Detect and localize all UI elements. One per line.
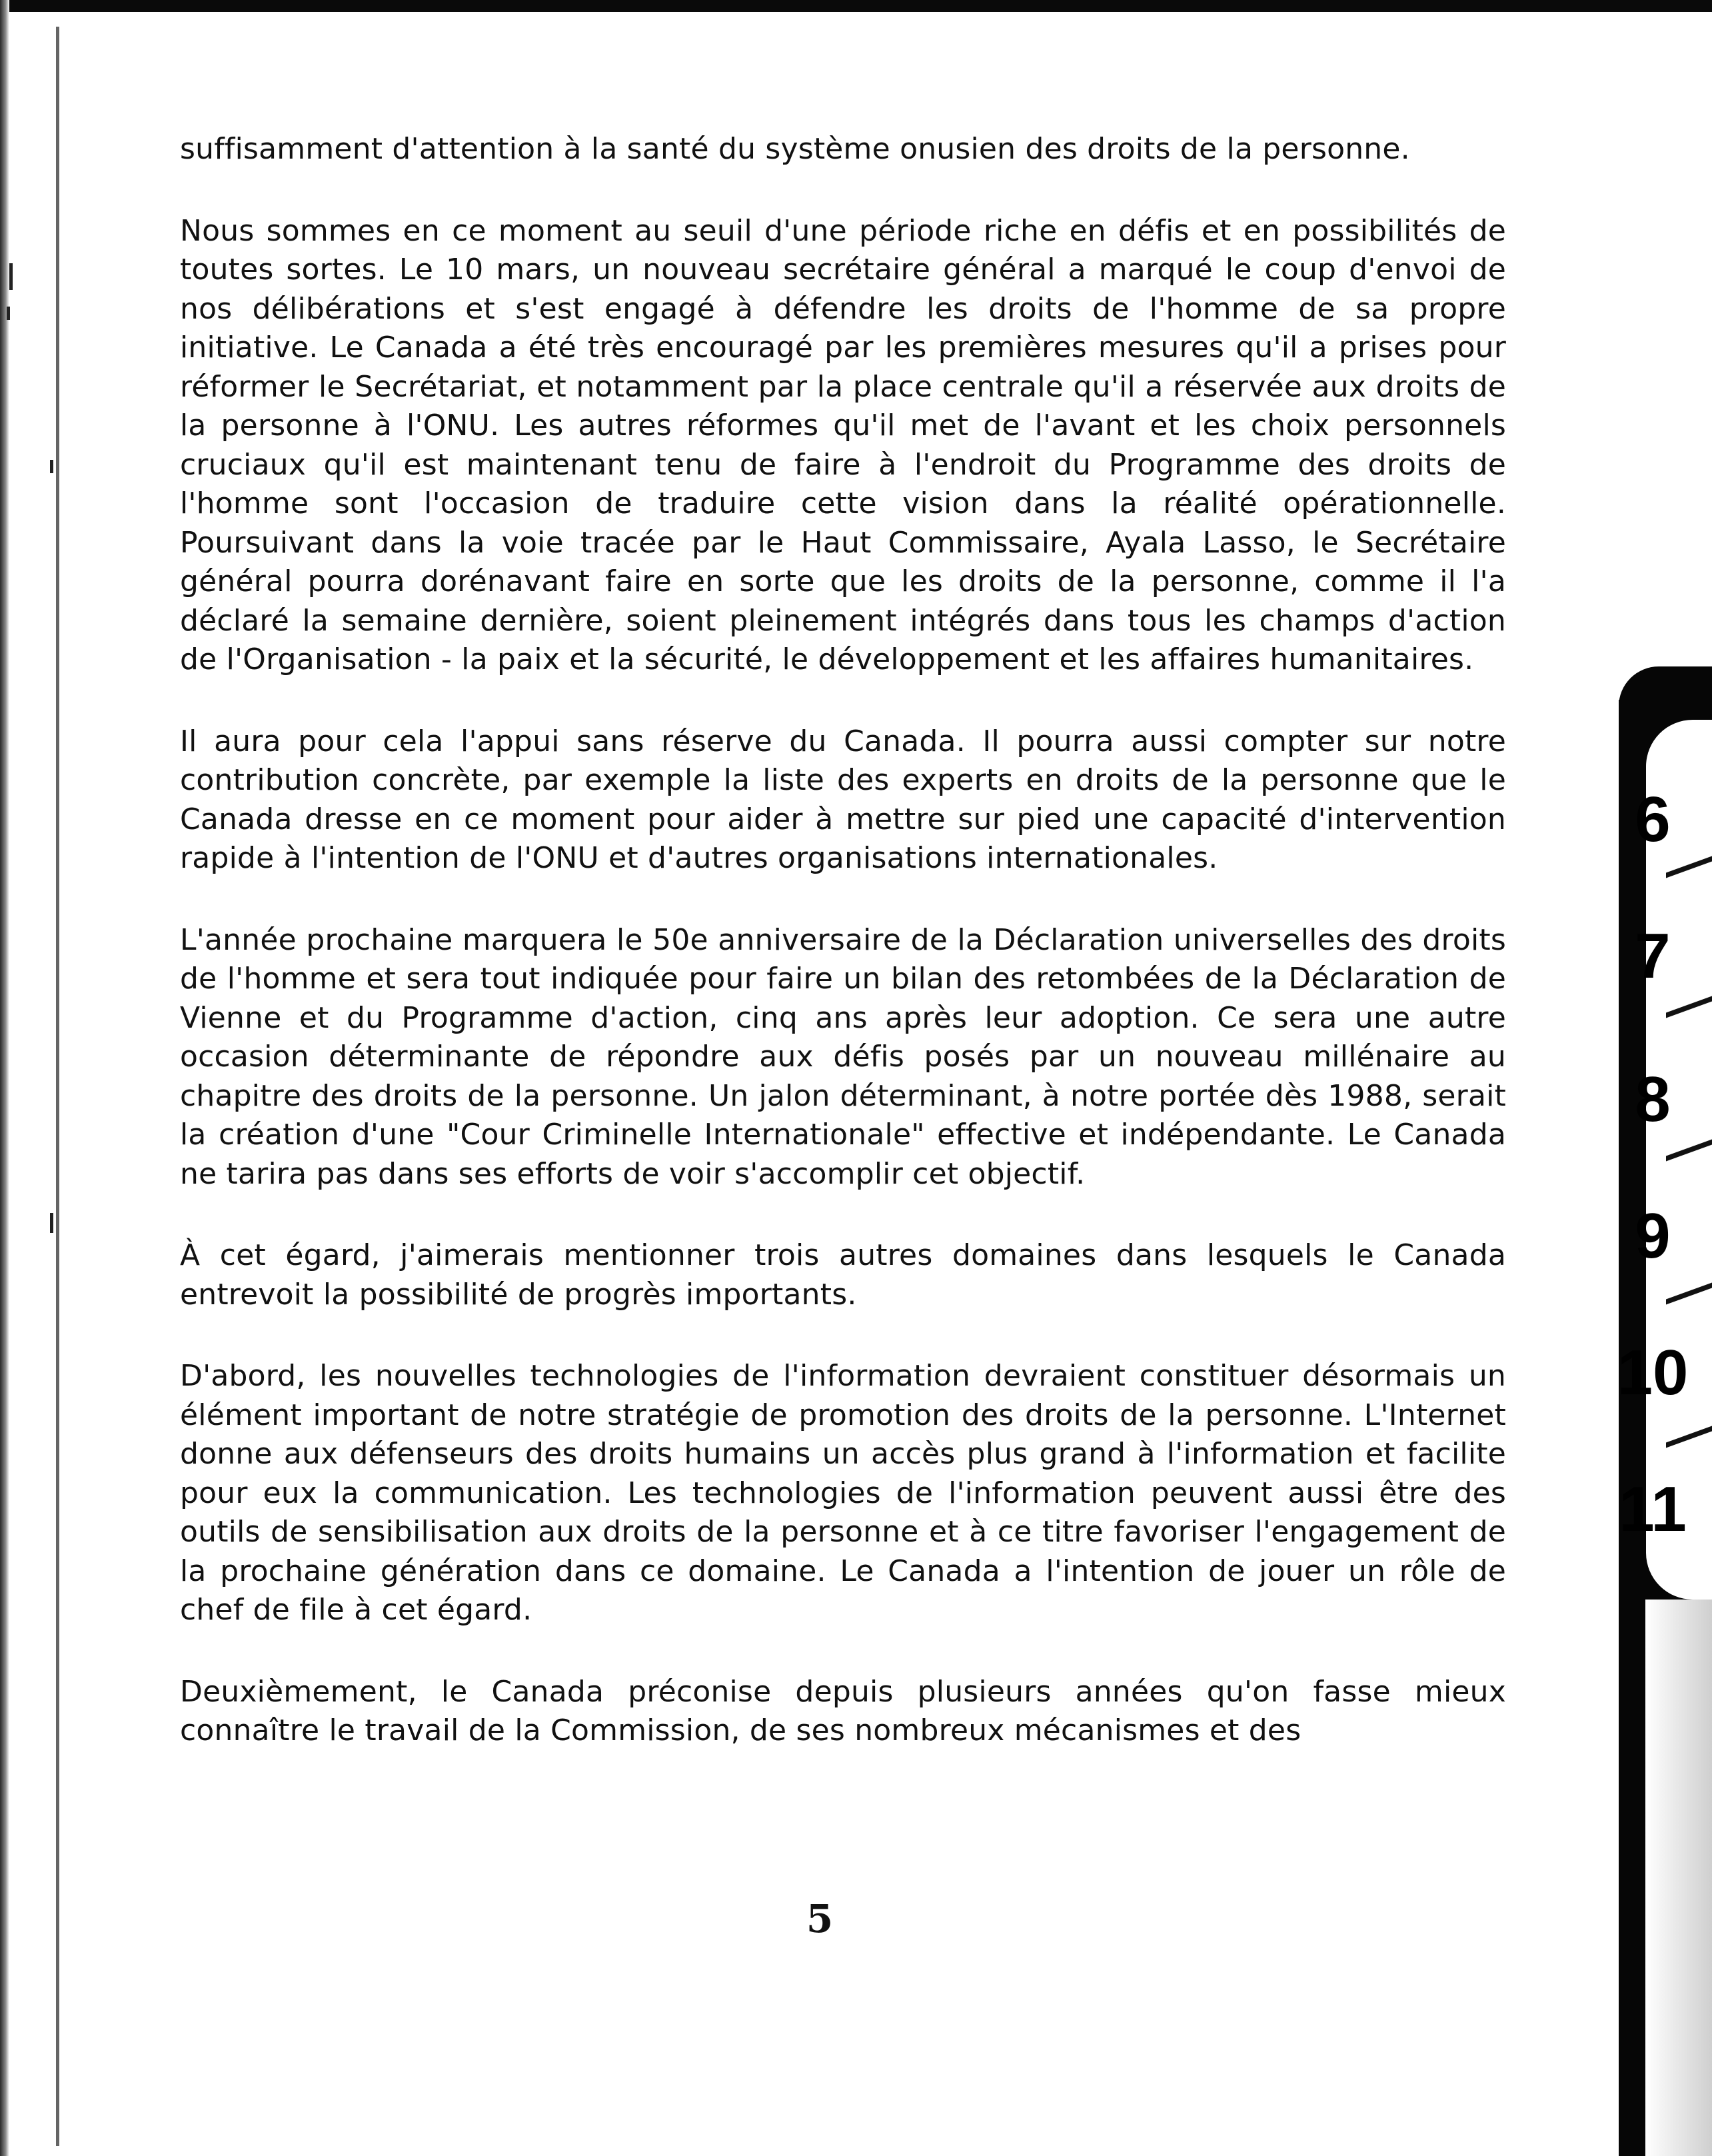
binding-mark	[50, 1213, 53, 1233]
paragraph: suffisamment d'attention à la santé du système onusien des droits de la personne.	[180, 132, 1410, 166]
paragraph: L'année prochaine marquera le 50e anniversaire de la Déclaration universelles des droits de l'homme et sera tout indiquée pour faire un bilan des retombées de la Déclaration de Vienne et du Programme d'action, cinq ans après leur adoption. Ce sera une autre occasion déterminante de répondre aux défis posés par un nouveau millénaire au chapitre des droits de la personne. Un jalon déterminant, à notre portée dès 1988, serait la création d'une "Cour Criminelle Internationale" effective et indépendante. Le Canada ne tarira pas dans ses efforts de voir s'accomplir cet objectif.	[180, 922, 1506, 1191]
paragraph: Il aura pour cela l'appui sans réserve du Canada. Il pourra aussi compter sur notre contribution concrète, par exemple la liste des experts en droits de la personne que le Canada dresse en ce moment pour aider à mettre sur pied une capacité d'intervention rapide à l'intention de l'ONU et d'autres organisations internationales.	[180, 724, 1506, 875]
binding-mark	[50, 460, 53, 473]
index-tab-10: 10	[1617, 1337, 1689, 1408]
index-tab-6: 6	[1635, 784, 1671, 855]
index-tab-11: 11	[1619, 1474, 1687, 1545]
scan-left-edge	[0, 0, 9, 2156]
binding-mark	[7, 307, 10, 320]
binding-line	[56, 27, 59, 2146]
document-body	[180, 130, 1506, 1793]
page-number: 5	[806, 1896, 834, 1941]
paragraph: Deuxièmement, le Canada préconise depuis plusieurs années qu'on fasse mieux connaître le travail de la Commission, de ses nombreux mécanismes et des	[180, 1674, 1506, 1747]
paragraph: À cet égard, j'aimerais mentionner trois autres domaines dans lesquels le Canada entrevoit la possibilité de progrès importants.	[180, 1238, 1506, 1312]
binding-mark	[9, 263, 13, 290]
paragraph: D'abord, les nouvelles technologies de l'information devraient constituer désormais un élément important de notre stratégie de promotion des droits de la personne. L'Internet donne aux défenseurs des droits humains un accès plus grand à l'information et facilite pour eux la communication. Les technologies de l'information peuvent aussi être des outils de sensibilisation aux droits de la personne et à ce titre favoriser l'engagement de la prochaine génération dans ce domaine. Le Canada a l'intention de jouer un rôle de chef de file à cet égard.	[180, 1359, 1506, 1627]
index-tab-7: 7	[1635, 920, 1671, 992]
scan-top-edge	[0, 0, 1712, 12]
paragraph: Nous sommes en ce moment au seuil d'une période riche en défis et en possibilités de toutes sortes. Le 10 mars, un nouveau secrétaire général a marqué le coup d'envoi de nos délibérations et s'est engagé à défendre les droits de l'homme de sa propre initiative. Le Canada a été très encouragé par les premières mesures qu'il a prises pour réformer le Secrétariat, et notamment par la place centrale qu'il a réservée aux droits de la personne à l'ONU. Les autres réformes qu'il met de l'avant et les choix personnels cruciaux qu'il est maintenant tenu de faire à l'endroit du Programme des droits de l'homme sont l'occasion de traduire cette vision dans la réalité opérationnelle. Poursuivant dans la voie tracée par le Haut Commissaire, Ayala Lasso, le Secrétaire général pourra dorénavant faire en sorte que les droits de la personne, comme il l'a déclaré la semaine dernière, soient pleinement intégrés dans tous les champs d'action de l'Organisation - la paix et la sécurité, le développement et les affaires humanitaires.	[180, 213, 1506, 676]
index-tab-8: 8	[1635, 1064, 1671, 1135]
scan-right-edge	[1645, 1600, 1712, 2156]
index-tab-9: 9	[1635, 1200, 1671, 1272]
